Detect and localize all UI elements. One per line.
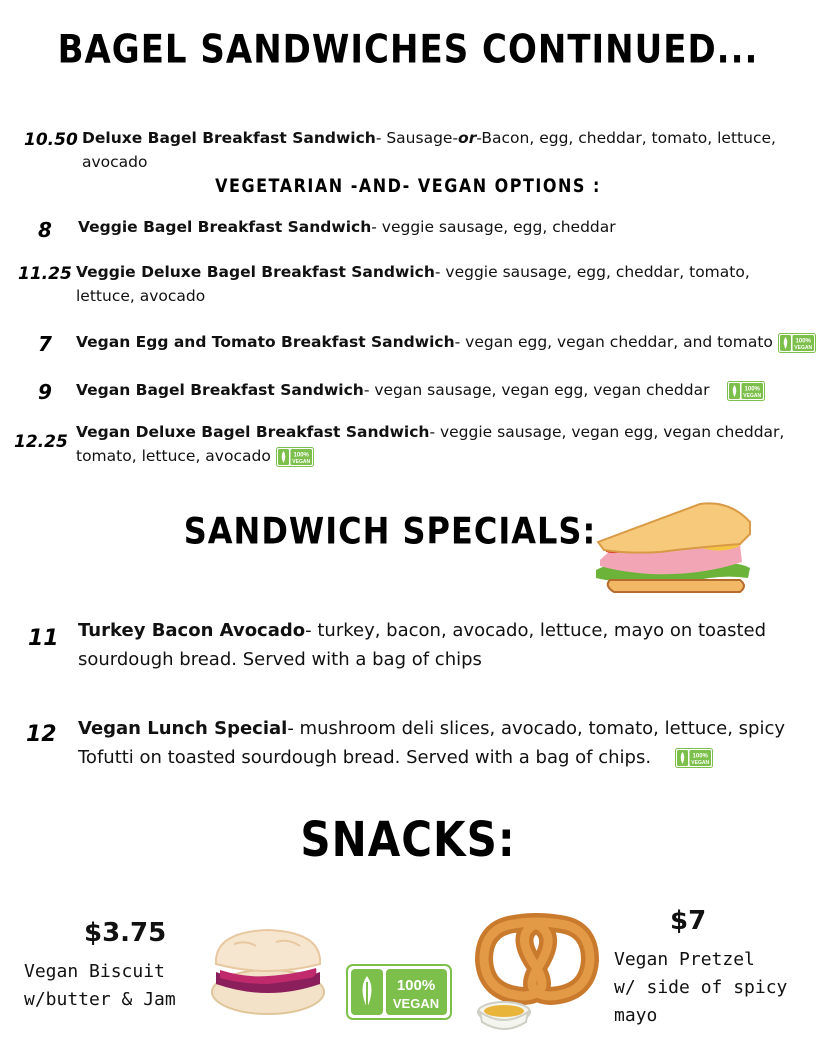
price-turkey-bacon-avocado: 11 bbox=[28, 626, 59, 651]
snack-line: Vegan Pretzel bbox=[614, 949, 755, 970]
svg-text:100%: 100% bbox=[795, 338, 811, 344]
item-name: Vegan Lunch Special bbox=[78, 718, 288, 739]
menu-item-deluxe-bagel bbox=[82, 126, 802, 174]
menu-item-veggie-bagel bbox=[78, 215, 798, 239]
item-desc-line2: sourdough bread. Served with a bag of chips bbox=[78, 649, 482, 670]
item-desc: - veggie sausage, egg, cheddar, tomato, bbox=[434, 263, 750, 281]
item-name: Turkey Bacon Avocado bbox=[78, 620, 306, 641]
snack-line: mayo bbox=[614, 1005, 658, 1026]
svg-text:VEGAN: VEGAN bbox=[794, 344, 812, 351]
snack-line: w/butter & Jam bbox=[24, 989, 176, 1010]
sandwich-icon bbox=[590, 500, 756, 596]
special-vegan-lunch bbox=[78, 714, 798, 772]
menu-item-vegan-bagel bbox=[76, 378, 796, 402]
menu-item-vegan-egg-tomato bbox=[76, 330, 816, 354]
veg-options-heading: VEGETARIAN -AND- VEGAN OPTIONS : bbox=[215, 174, 601, 197]
price-vegan-egg-tomato: 7 bbox=[38, 332, 52, 356]
price-deluxe-bagel: 10.50 bbox=[24, 130, 78, 150]
menu-item-vegan-deluxe bbox=[76, 420, 796, 468]
snacks-heading: SNACKS: bbox=[300, 811, 516, 868]
item-desc: - veggie sausage, egg, cheddar bbox=[371, 218, 616, 236]
svg-text:100%: 100% bbox=[692, 753, 708, 760]
item-desc-line2: Tofutti on toasted sourdough bread. Served with a bag of chips. bbox=[78, 747, 652, 768]
svg-text:VEGAN: VEGAN bbox=[690, 759, 709, 766]
item-desc-line2: lettuce, avocado bbox=[76, 287, 206, 305]
item-desc: - Sausage- bbox=[375, 129, 459, 147]
vegan-badge-large-icon bbox=[346, 964, 452, 1020]
item-name: Veggie Bagel Breakfast Sandwich bbox=[78, 218, 372, 236]
price-veggie-deluxe: 11.25 bbox=[18, 264, 72, 284]
special-turkey-bacon-avocado bbox=[78, 616, 798, 674]
svg-text:100%: 100% bbox=[744, 386, 761, 392]
vegan-badge-icon bbox=[675, 748, 713, 768]
item-desc: - mushroom deli slices, avocado, tomato, lettuce, spicy bbox=[287, 718, 785, 739]
price-vegan-lunch-special: 12 bbox=[26, 722, 57, 747]
page-title: BAGEL SANDWICHES CONTINUED... bbox=[57, 27, 759, 73]
item-name: Vegan Deluxe Bagel Breakfast Sandwich bbox=[76, 423, 430, 441]
price-vegan-bagel: 9 bbox=[38, 380, 52, 404]
item-desc: -Bacon, egg, cheddar, tomato, lettuce, bbox=[476, 129, 776, 147]
price-vegan-deluxe: 12.25 bbox=[14, 432, 68, 452]
snack-line: w/ side of spicy bbox=[614, 977, 788, 998]
item-desc: - vegan egg, vegan cheddar, and tomato bbox=[454, 333, 773, 351]
sandwich-specials-heading: SANDWICH SPECIALS: bbox=[183, 509, 597, 553]
snack-price-pretzel: $7 bbox=[670, 906, 707, 936]
item-desc-or: or bbox=[458, 129, 477, 147]
item-desc: - vegan sausage, vegan egg, vegan cheddar bbox=[363, 381, 710, 399]
svg-text:100%: 100% bbox=[293, 452, 309, 458]
biscuit-icon bbox=[206, 922, 330, 1018]
svg-text:VEGAN: VEGAN bbox=[743, 392, 762, 399]
price-veggie-bagel: 8 bbox=[38, 218, 52, 242]
vegan-badge-icon bbox=[778, 333, 816, 353]
snack-line: Vegan Biscuit bbox=[24, 961, 165, 982]
snack-price-biscuit: $3.75 bbox=[84, 918, 167, 948]
item-name: Vegan Bagel Breakfast Sandwich bbox=[76, 381, 364, 399]
snack-desc-biscuit bbox=[24, 958, 176, 1014]
item-desc: - veggie sausage, vegan egg, vegan cheddar, bbox=[429, 423, 785, 441]
item-name: Deluxe Bagel Breakfast Sandwich bbox=[82, 129, 376, 147]
badge-text-bottom: VEGAN bbox=[392, 996, 440, 1011]
menu-item-veggie-deluxe bbox=[76, 260, 796, 308]
item-desc-line2: tomato, lettuce, avocado bbox=[76, 447, 271, 465]
svg-text:VEGAN: VEGAN bbox=[292, 458, 310, 465]
item-desc-line2: avocado bbox=[82, 153, 148, 171]
pretzel-icon bbox=[474, 904, 600, 1034]
item-name: Vegan Egg and Tomato Breakfast Sandwich bbox=[76, 333, 455, 351]
badge-text-top: 100% bbox=[396, 977, 436, 994]
mayo-cup-icon bbox=[484, 1005, 524, 1017]
snack-desc-pretzel bbox=[614, 946, 787, 1030]
vegan-badge-icon bbox=[727, 381, 765, 401]
item-name: Veggie Deluxe Bagel Breakfast Sandwich bbox=[76, 263, 435, 281]
vegan-badge-icon bbox=[276, 447, 314, 467]
item-desc: - turkey, bacon, avocado, lettuce, mayo on toasted bbox=[305, 620, 767, 641]
